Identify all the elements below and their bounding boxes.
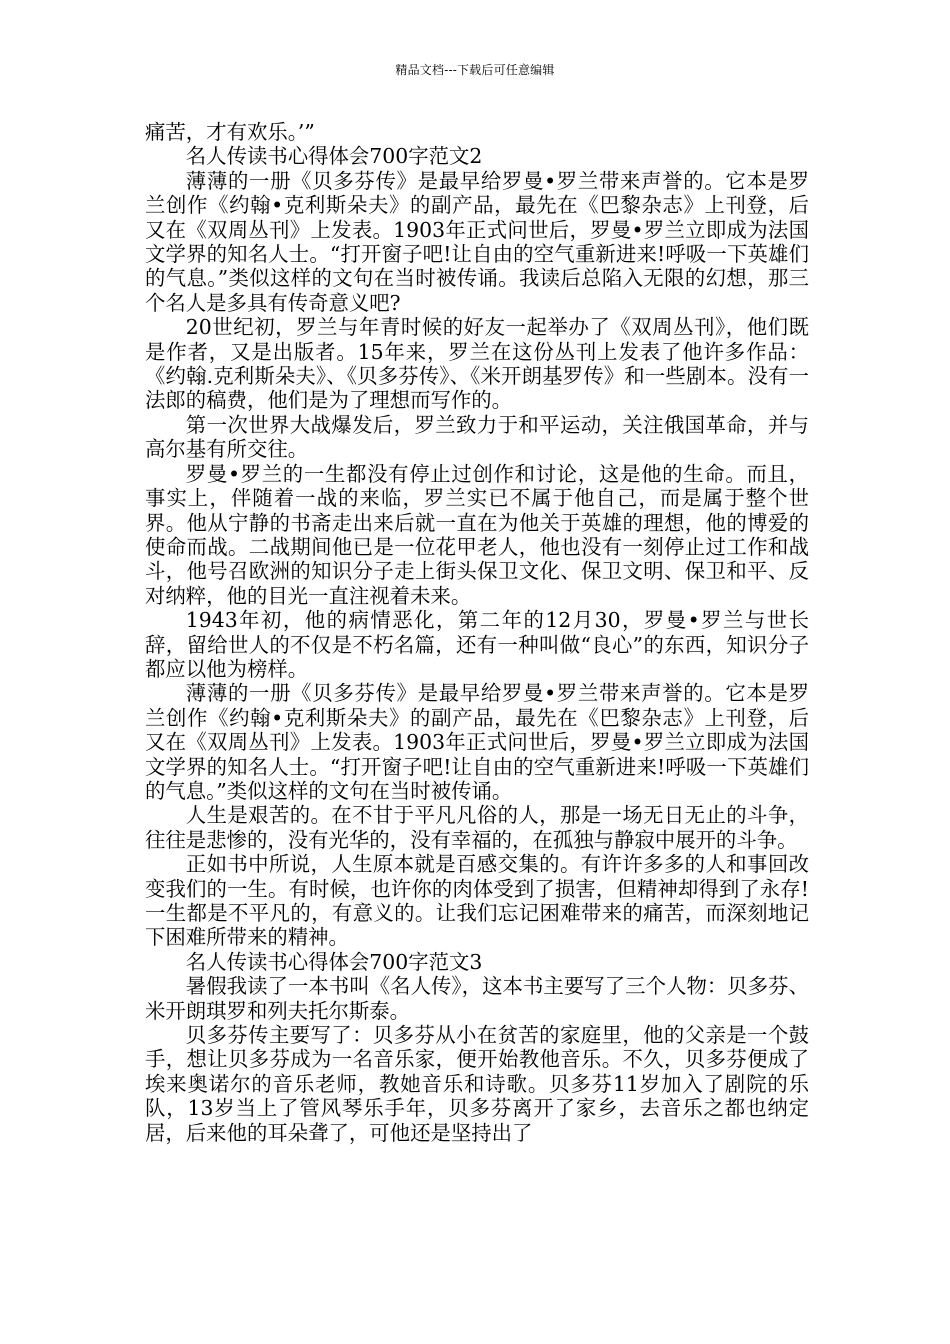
paragraph: 罗曼•罗兰的一生都没有停止过创作和讨论，这是他的生命。而且，事实上，伴随着一战的来临，罗兰实已不属于他自己，而是属于整个世界。他从宁静的书斋走出来后就一直在为他关于英雄的理想，他的博爱的使命而战。二战期间他已是一位花甲老人，他也没有一刻停止过工作和战斗，他号召欧洲的知识分子走上街头保卫文化、保卫文明、保卫和平、反对纳粹，他的目光一直注视着未来。 bbox=[145, 461, 809, 608]
paragraph: 贝多芬传主要写了：贝多芬从小在贫苦的家庭里，他的父亲是一个鼓手，想让贝多芬成为一名音乐家，便开始教他音乐。不久，贝多芬便成了埃来奥诺尔的音乐老师，教她音乐和诗歌。贝多芬11岁加入了剧院的乐队，13岁当上了管风琴乐手年，贝多芬离开了家乡，去音乐之都也纳定居，后来他的耳朵聋了，可他还是坚持出了 bbox=[145, 1023, 809, 1145]
page-header: 精品文档---下载后可任意编辑 bbox=[395, 63, 555, 77]
paragraph: 20世纪初，罗兰与年青时候的好友一起举办了《双周丛刊》，他们既是作者，又是出版者。15年来，罗兰在这份丛刊上发表了他许多作品：《约翰.克利斯朵夫》、《贝多芬传》、《米开朗基罗传》和一些剧本。没有一法郎的稿费，他们是为了理想而写作的。 bbox=[145, 315, 809, 413]
paragraph: 第一次世界大战爆发后，罗兰致力于和平运动，关注俄国革命，并与高尔基有所交往。 bbox=[145, 412, 809, 462]
section-heading-2: 名人传读书心得体会700字范文2 bbox=[185, 144, 483, 169]
paragraph: 薄薄的一册《贝多芬传》是最早给罗曼•罗兰带来声誉的。它本是罗兰创作《约翰•克利斯朵夫》的副产品，最先在《巴黎杂志》上刊登，后又在《双周丛刊》上发表。1903年正式问世后，罗曼•罗兰立即成为法国文学界的知名人士。“打开窗子吧!让自由的空气重新进来!呼吸一下英雄们的气息。”类似这样的文句在当时被传诵。我读后总陷入无限的幻想，那三个名人是多具有传奇意义吧? bbox=[145, 168, 809, 315]
paragraph: 人生是艰苦的。在不甘于平凡凡俗的人，那是一场无日无止的斗争，往往是悲惨的，没有光华的，没有幸福的，在孤独与静寂中展开的斗争。 bbox=[145, 803, 809, 852]
paragraph-continuation: 痛苦，才有欢乐。’” bbox=[145, 120, 315, 144]
paragraph: 正如书中所说，人生原本就是百感交集的。有许许多多的人和事回改变我们的一生。有时候，也许你的肉体受到了损害，但精神却得到了永存!一生都是不平凡的，有意义的。让我们忘记困难带来的痛苦，而深刻地记下困难所带来的精神。 bbox=[145, 852, 809, 950]
paragraph: 暑假我读了一本书叫《名人传》，这本书主要写了三个人物：贝多芬、米开朗琪罗和列夫托尔斯泰。 bbox=[145, 974, 809, 1023]
paragraph: 薄薄的一册《贝多芬传》是最早给罗曼•罗兰带来声誉的。它本是罗兰创作《约翰•克利斯朵夫》的副产品，最先在《巴黎杂志》上刊登，后又在《双周丛刊》上发表。1903年正式问世后，罗曼•罗兰立即成为法国文学界的知名人士。“打开窗子吧!让自由的空气重新进来!呼吸一下英雄们的气息。”类似这样的文句在当时被传诵。 bbox=[145, 681, 809, 803]
paragraph: 1943年初，他的病情恶化，第二年的12月30，罗曼•罗兰与世长辞，留给世人的不仅是不朽名篇，还有一种叫做“良心”的东西，知识分子都应以他为榜样。 bbox=[145, 608, 809, 681]
section-heading-3: 名人传读书心得体会700字范文3 bbox=[185, 949, 483, 974]
document-body bbox=[145, 120, 809, 1145]
